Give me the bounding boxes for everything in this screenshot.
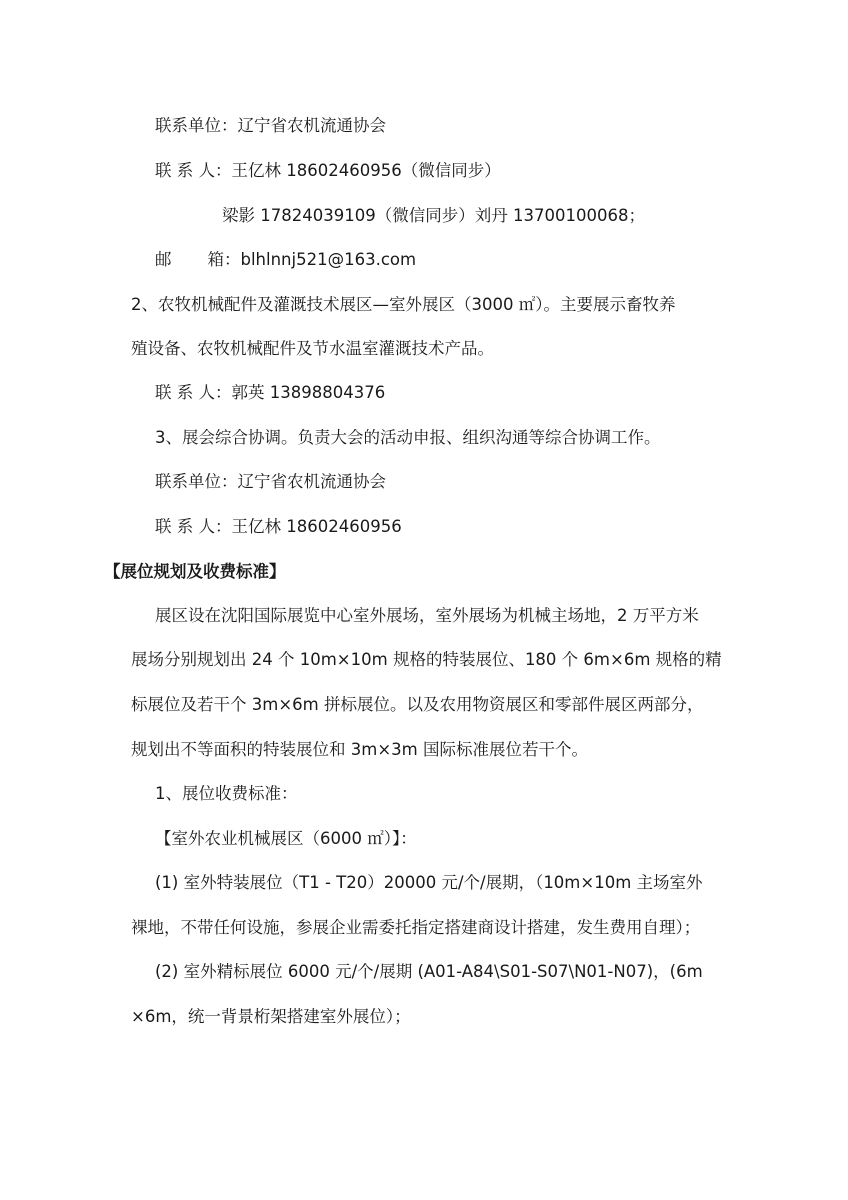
fee-item-2-line-1: (2) 室外精标展位 6000 元/个/展期 (A01-A84\S01-S07\N01-N07)，(6m	[155, 962, 703, 981]
email-label-left: 邮	[155, 250, 172, 269]
contact-unit-1: 联系单位：辽宁省农机流通协会	[155, 116, 386, 135]
contact-person-2: 联 系 人：郭英 13898804376	[155, 383, 386, 402]
email-value: blhlnnj521@163.com	[240, 250, 417, 269]
paragraph-line-4: 规划出不等面积的特装展位和 3m×3m 国际标准展位若干个。	[131, 740, 588, 759]
outdoor-zone-title: 【室外农业机械展区（6000 ㎡）】：	[155, 829, 417, 848]
fee-standard-title: 1、展位收费标准：	[155, 784, 298, 803]
paragraph-line-2: 展场分别规划出 24 个 10m×10m 规格的特装展位、180 个 6m×6m 规格的精	[131, 650, 722, 669]
section-heading: 【展位规划及收费标准】	[104, 562, 286, 581]
contact-person-1: 联 系 人：王亿林 18602460956（微信同步）	[155, 161, 501, 180]
email-line	[155, 248, 416, 272]
section-2-line-1: 2、农牧机械配件及灌溉技术展区—室外展区（3000 ㎡）。主要展示畜牧养	[131, 295, 676, 314]
contact-unit-2: 联系单位：辽宁省农机流通协会	[155, 472, 386, 491]
section-2-line-2: 殖设备、农牧机械配件及节水温室灌溉技术产品。	[131, 339, 494, 358]
fee-item-2-line-2: ×6m，统一背景桁架搭建室外展位）；	[131, 1007, 411, 1026]
section-3-line: 3、展会综合协调。负责大会的活动申报、组织沟通等综合协调工作。	[155, 428, 661, 447]
contact-person-3: 联 系 人：王亿林 18602460956	[155, 517, 402, 536]
paragraph-line-1: 展区设在沈阳国际展览中心室外展场，室外展场为机械主场地，2 万平方米	[155, 606, 699, 625]
contact-person-extra: 梁影 17824039109（微信同步）刘丹 13700100068；	[222, 206, 645, 225]
fee-item-1-line-2: 裸地，不带任何设施，参展企业需委托指定搭建商设计搭建，发生费用自理）；	[131, 918, 701, 937]
email-label-right: 箱：	[207, 250, 241, 269]
paragraph-line-3: 标展位及若干个 3m×6m 拼标展位。以及农用物资展区和零部件展区两部分，	[131, 695, 704, 714]
fee-item-1-line-1: (1) 室外特装展位（T1 - T20）20000 元/个/展期，（10m×10m 主场室外	[155, 873, 703, 892]
